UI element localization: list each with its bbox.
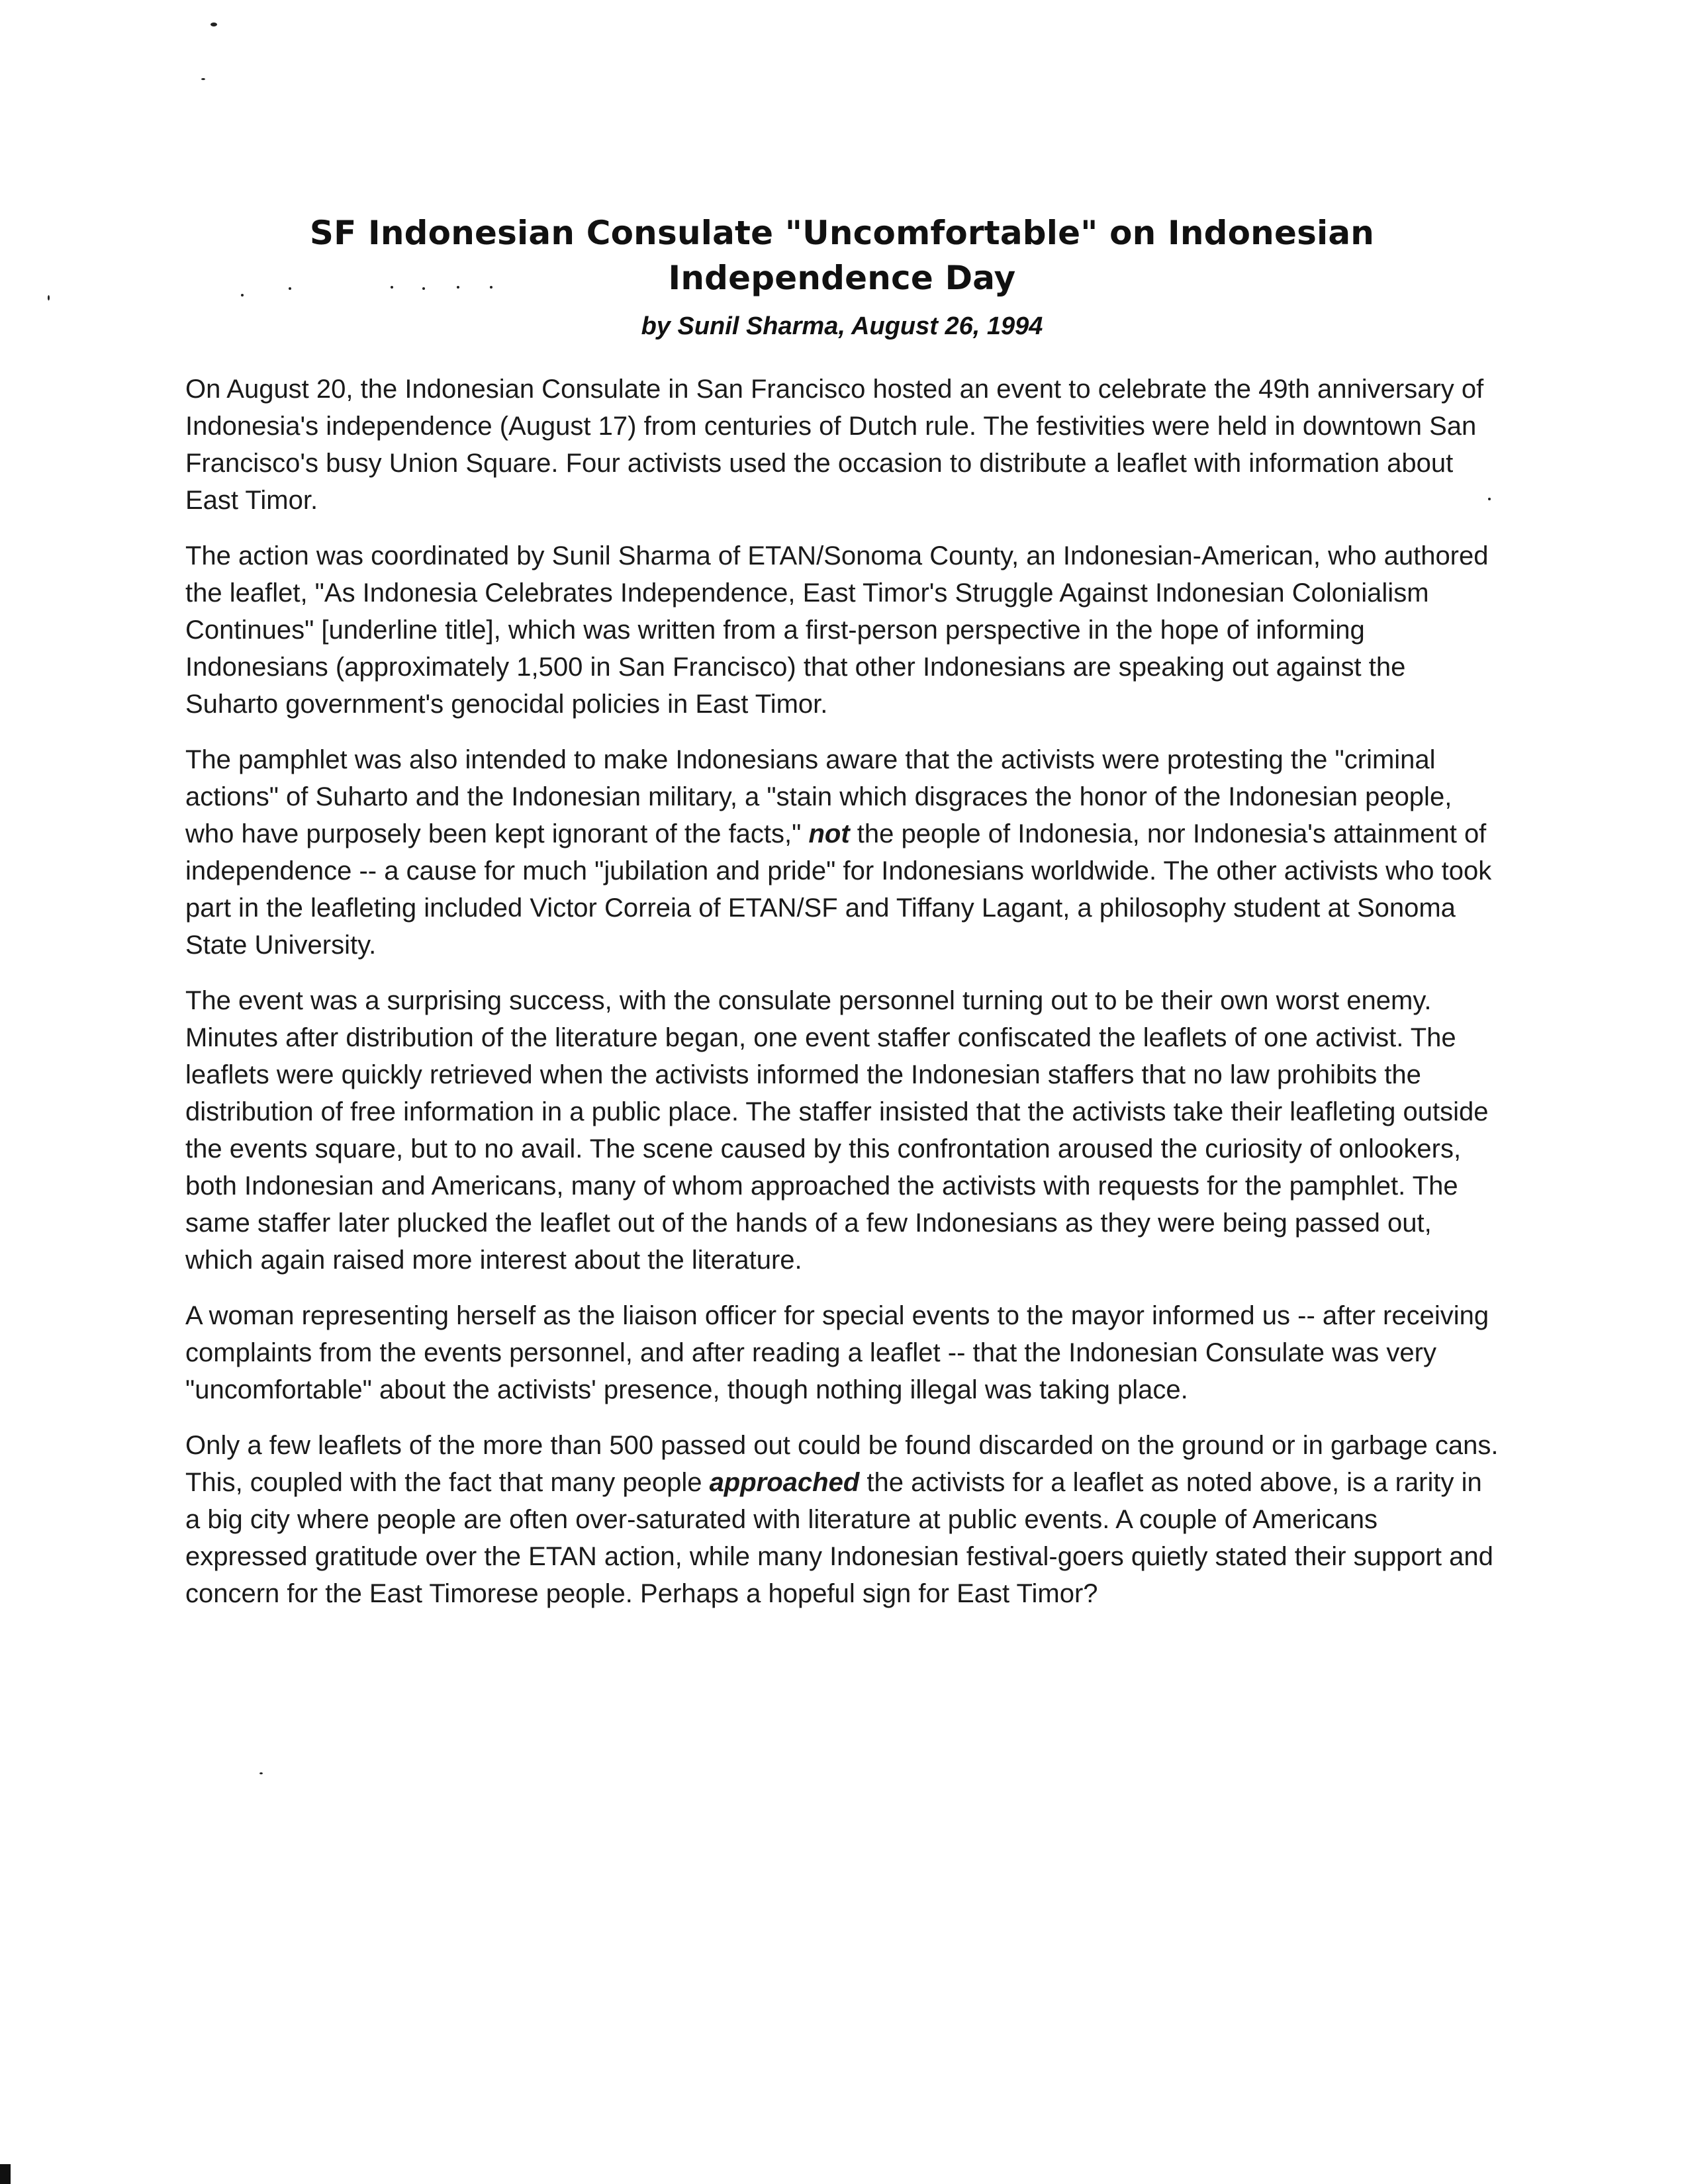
scan-edge-mark — [0, 2164, 11, 2184]
body-paragraph — [185, 371, 1503, 519]
body-paragraph — [185, 982, 1503, 1279]
scan-speck — [1488, 498, 1491, 500]
paragraph-text: Only a few leaflets of the more than 500 passed out could be found discarded on the ground or in garbage cans. This, coupled with the fact that many people — [185, 1431, 1499, 1497]
scan-speck — [210, 23, 217, 26]
paragraph-text: The action was coordinated by Sunil Sharma of ETAN/Sonoma County, an Indonesian-American, who authored the leaflet, "As Indonesia Celebrates Independence, East Timor's Struggle Against Indonesian Colonialism Continues" [underline title], which was written from a first-person perspective in the hope of informing Indonesians (approximately 1,500 in San Francisco) that other Indonesians are speaking out against the Suharto government's genocidal policies in East Timor. — [185, 541, 1489, 719]
paragraph-text: On August 20, the Indonesian Consulate in San Francisco hosted an event to celebrate the 49th anniversary of Indonesia's independence (August 17) from centuries of Dutch rule. The festivities were held in downtown San Francisco's busy Union Square. Four activists used the occasion to distribute a leaflet with information about East Timor. — [185, 375, 1484, 515]
scan-speck — [201, 78, 205, 80]
paragraph-text: the people of Indonesia, nor Indonesia's attainment of independence -- a cause for much "jubilation and pride" for Indonesians worldwide. The other activists who took part in the leafleting included Victor Correia of ETAN/SF and Tiffany Lagant, a philosophy student at Sonoma State University. — [185, 819, 1492, 960]
scan-speck — [457, 286, 459, 289]
article-title: SF Indonesian Consulate "Uncomfortable" on Indonesian Independence Day — [309, 214, 1375, 297]
scan-speck — [289, 287, 291, 290]
scan-speck — [422, 287, 425, 290]
article-header — [185, 210, 1499, 343]
body-paragraph — [185, 537, 1503, 723]
scan-speck — [241, 294, 244, 296]
body-paragraph — [185, 741, 1503, 964]
body-paragraph — [185, 1427, 1503, 1612]
scan-speck — [490, 286, 492, 289]
emphasized-text: approached — [709, 1468, 860, 1497]
paragraph-text: the activists for a leaflet as noted above, is a rarity in a big city where people are often over-saturated with literature at public events. A couple of Americans expressed gratitude over the ETAN action, while many Indonesian festival-goers quietly stated their support and concern for the East Timorese people. Perhaps a hopeful sign for East Timor? — [185, 1468, 1493, 1608]
scan-speck — [259, 1772, 263, 1774]
paragraph-text: The pamphlet was also intended to make Indonesians aware that the activists were protesting the "criminal actions" of Suharto and the Indonesian military, a "stain which disgraces the honor of the Indonesian people, who have purposely been kept ignorant of the facts," — [185, 745, 1452, 848]
scan-speck — [391, 286, 393, 289]
body-paragraph — [185, 1297, 1503, 1408]
paragraph-text: A woman representing herself as the liaison officer for special events to the mayor informed us -- after receiving complaints from the events personnel, and after reading a leaflet -- that the Indonesian Consulate was very "uncomfortable" about the activists' presence, though nothing illegal was taking place. — [185, 1301, 1489, 1404]
scan-speck — [48, 295, 50, 300]
emphasized-text: not — [808, 819, 850, 848]
article-body — [185, 371, 1503, 1631]
article-byline: by Sunil Sharma, August 26, 1994 — [641, 312, 1043, 340]
paragraph-text: The event was a surprising success, with the consulate personnel turning out to be their own worst enemy. Minutes after distribution of the literature began, one event staffer confiscated the leaflets of one activist. The leaflets were quickly retrieved when the activists informed the Indonesian staffers that no law prohibits the distribution of free information in a public place. The staffer insisted that the activists take their leafleting outside the events square, but to no avail. The scene caused by this confrontation aroused the curiosity of onlookers, both Indonesian and Americans, many of whom approached the activists with requests for the pamphlet. The same staffer later plucked the leaflet out of the hands of a few Indonesians as they were being passed out, which again raised more interest about the literature. — [185, 986, 1489, 1275]
